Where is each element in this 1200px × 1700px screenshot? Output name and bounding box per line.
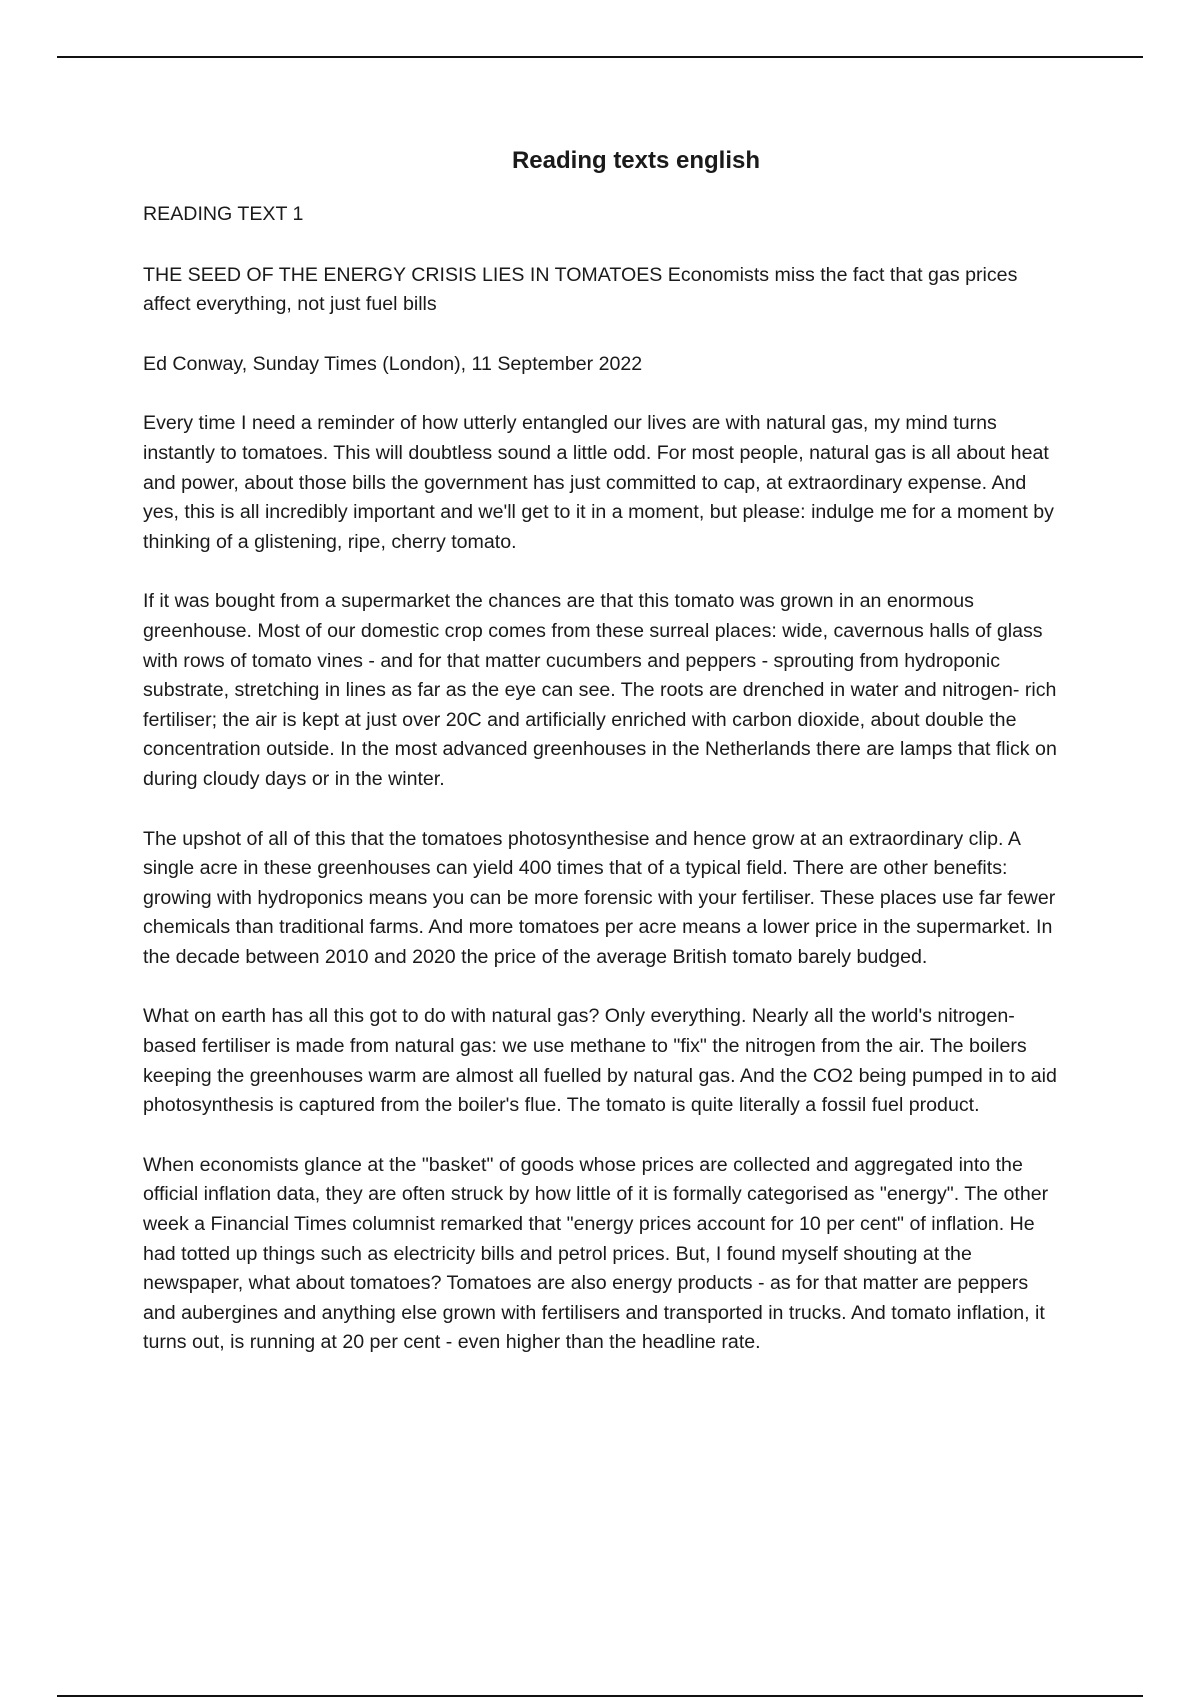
article-paragraph: What on earth has all this got to do with natural gas? Only everything. Nearly all the world's nitrogen- based fertiliser is made from natural gas: we use methane to "fix" the nitrogen from the air. The boilers keeping the greenhouses warm are almost all fuelled by natural gas. And the CO2 being pumped in to aid photosynthesis is captured from the boiler's flue. The tomato is quite literally a fossil fuel product. bbox=[143, 1005, 1057, 1117]
document-page bbox=[143, 140, 1063, 1388]
article-paragraph: Every time I need a reminder of how utterly entangled our lives are with natural gas, my mind turns instantly to tomatoes. This will doubtless sound a little odd. For most people, natural gas is all about heat and power, about those bills the government has just committed to cap, at extraordinary expense. And yes, this is all incredibly important and we'll get to it in a moment, but please: indulge me for a moment by thinking of a glistening, ripe, cherry tomato. bbox=[143, 412, 1054, 553]
article-headline: THE SEED OF THE ENERGY CRISIS LIES IN TOMATOES Economists miss the fact that gas prices affect everything, not just fuel bills bbox=[143, 263, 1018, 316]
document-title: Reading texts english bbox=[511, 147, 761, 174]
article-paragraph: When economists glance at the "basket" of goods whose prices are collected and aggregated into the official inflation data, they are often struck by how little of it is formally categorised as "energy". The other week a Financial Times columnist remarked that "energy prices account for 10 per cent" of inflation. He had totted up things such as electricity bills and petrol prices. But, I found myself shouting at the newspaper, what about tomatoes? Tomatoes are also energy products - as for that matter are peppers and aubergines and anything else grown with fertilisers and transported in trucks. And tomato inflation, it turns out, is running at 20 per cent - even higher than the headline rate. bbox=[143, 1153, 1049, 1354]
bottom-divider bbox=[57, 1695, 1143, 1697]
article-byline: Ed Conway, Sunday Times (London), 11 September 2022 bbox=[143, 352, 643, 375]
section-label: READING TEXT 1 bbox=[143, 203, 304, 225]
top-divider bbox=[57, 56, 1143, 58]
article-paragraph: If it was bought from a supermarket the chances are that this tomato was grown in an enormous greenhouse. Most of our domestic crop comes from these surreal places: wide, cavernous halls of glass with rows of tomato vines - and for that matter cucumbers and peppers - sprouting from hydroponic substrate, stretching in lines as far as the eye can see. The roots are drenched in water and nitrogen- rich fertiliser; the air is kept at just over 20C and artificially enriched with carbon dioxide, about double the concentration outside. In the most advanced greenhouses in the Netherlands there are lamps that flick on during cloudy days or in the winter. bbox=[143, 590, 1057, 790]
article-paragraph: The upshot of all of this that the tomatoes photosynthesise and hence grow at an extraordinary clip. A single acre in these greenhouses can yield 400 times that of a typical field. There are other benefits: growing with hydroponics means you can be more forensic with your fertiliser. These places use far fewer chemicals than traditional farms. And more tomatoes per acre means a lower price in the supermarket. In the decade between 2010 and 2020 the price of the average British tomato barely budged. bbox=[143, 827, 1056, 968]
